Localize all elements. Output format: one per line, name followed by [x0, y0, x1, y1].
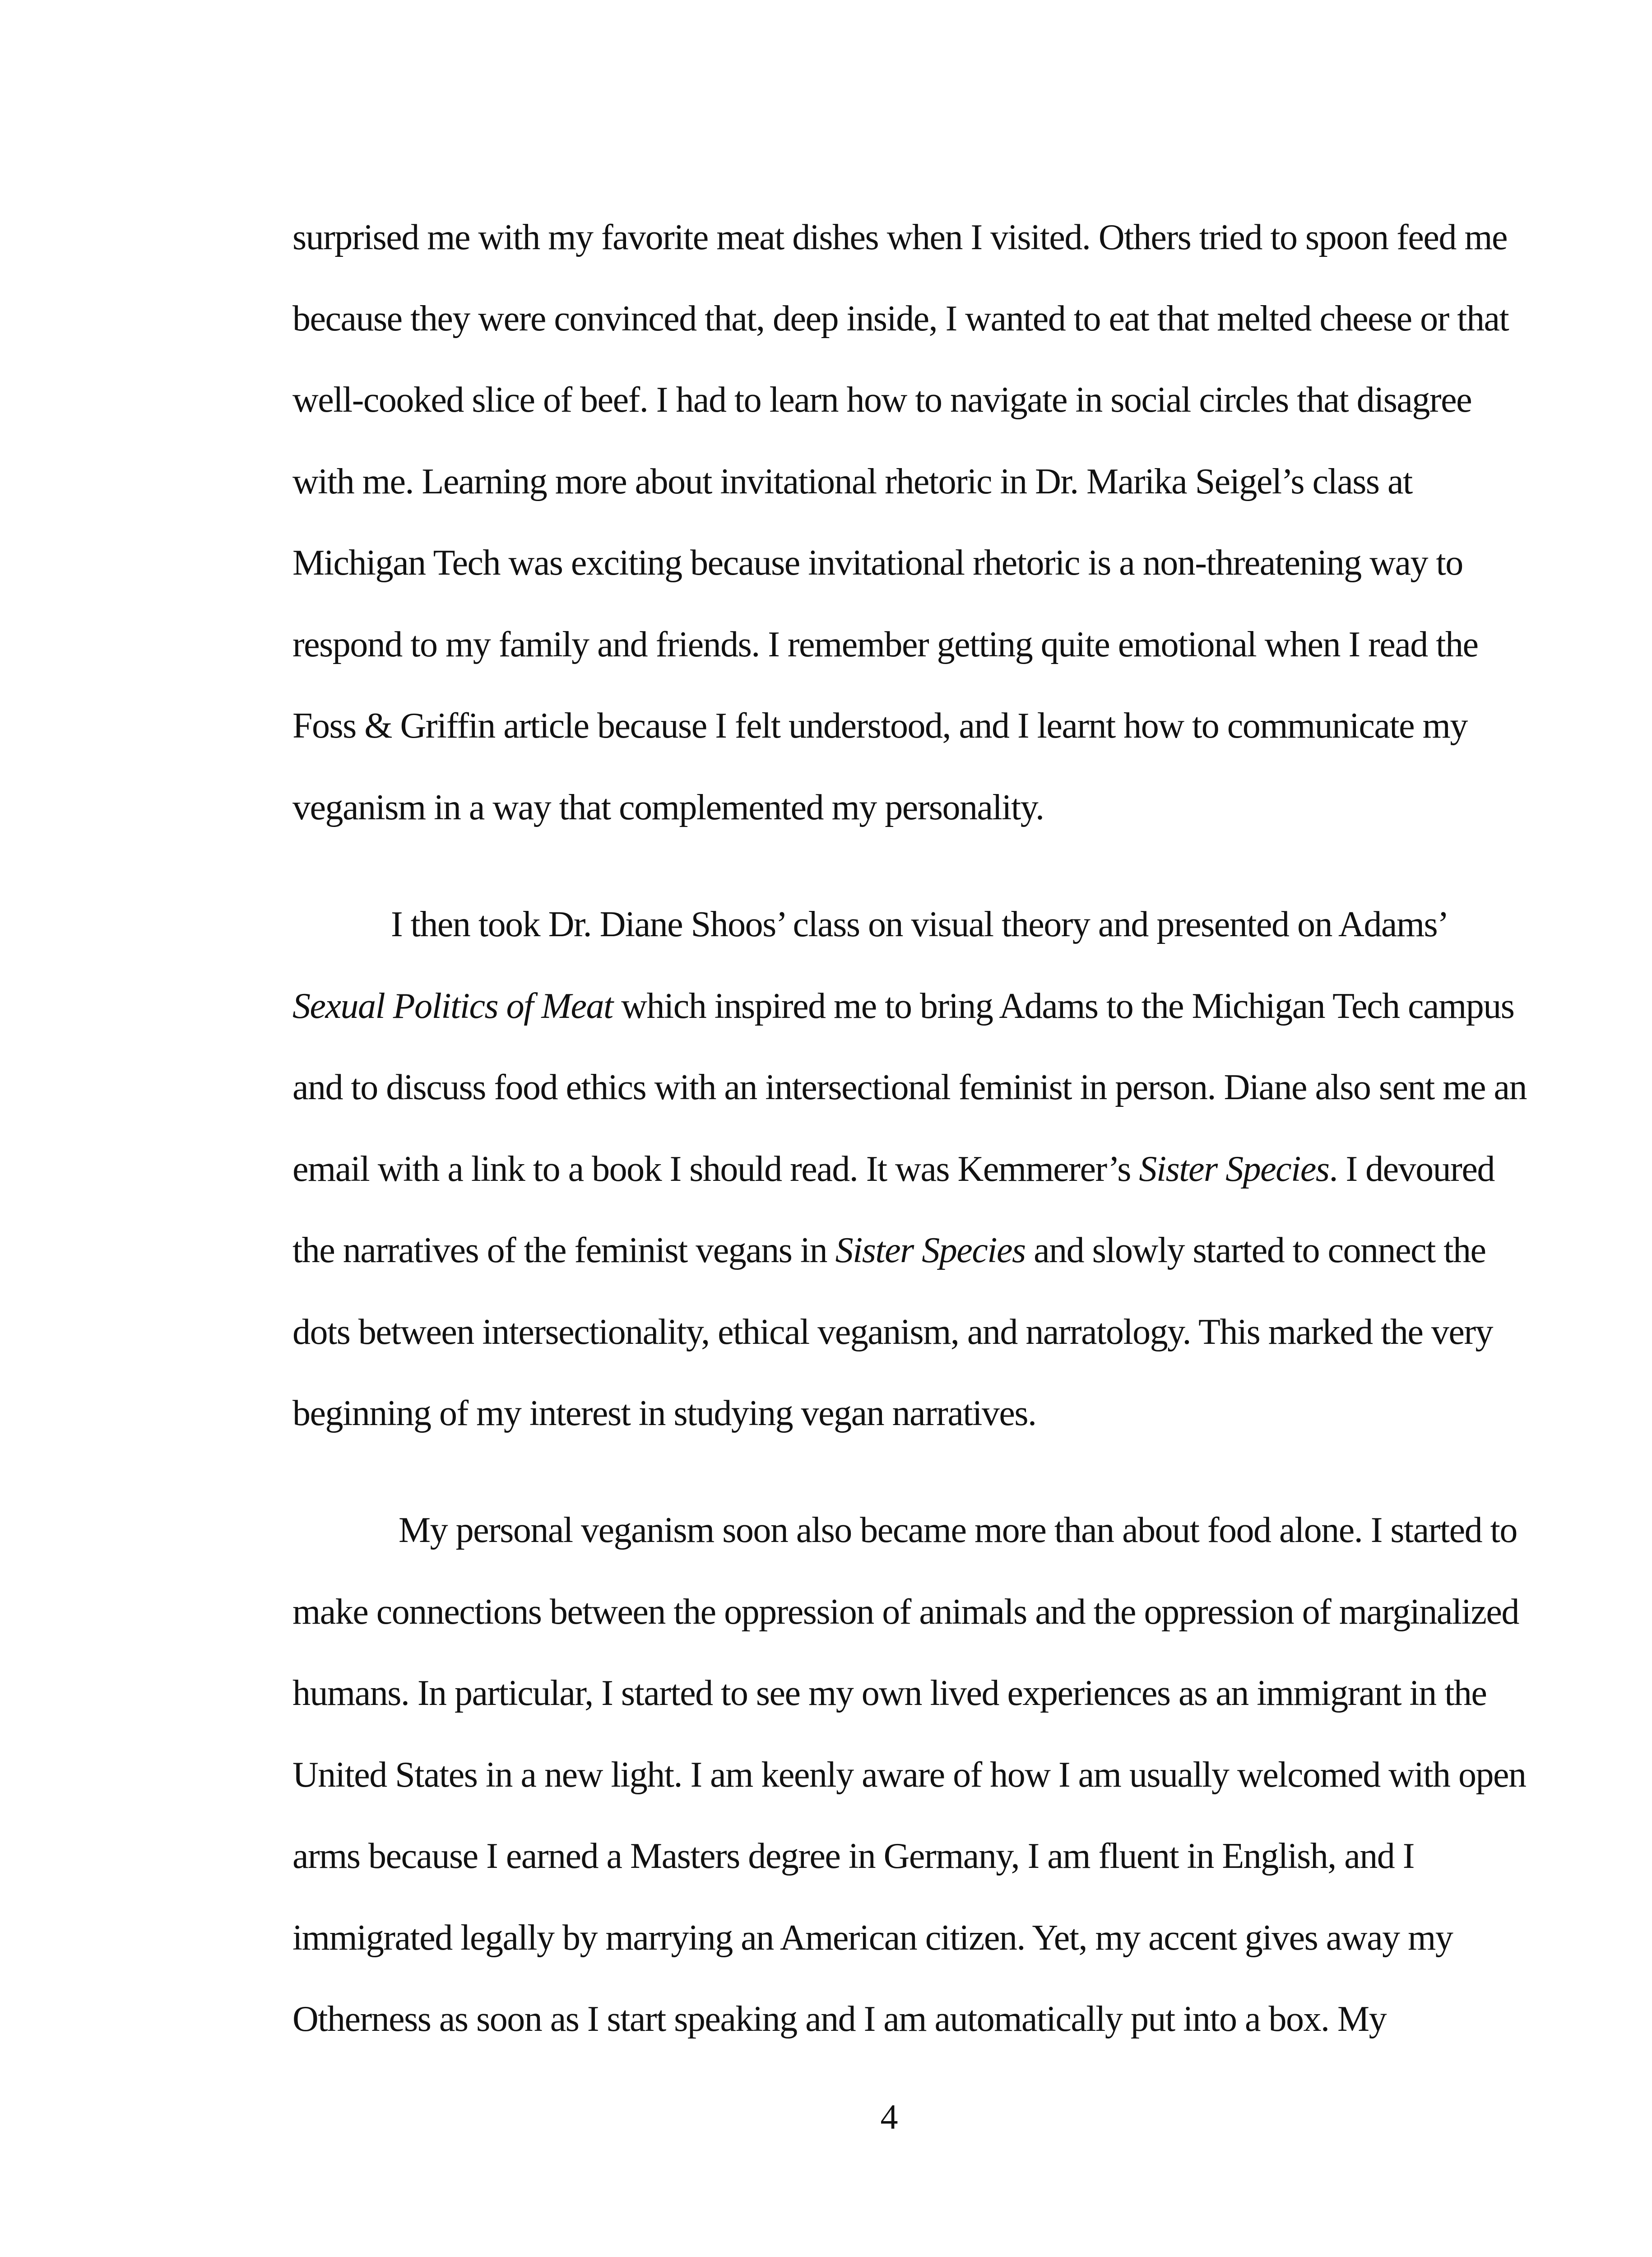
text-span: which inspired me to bring Adams to the Michigan Tech campus [613, 986, 1514, 1026]
text-span: the narratives of the feminist vegans in [292, 1231, 835, 1270]
book-title: Sexual Politics of Meat [292, 986, 613, 1026]
text-line [292, 1151, 1494, 1187]
book-title: Sister Species [1139, 1149, 1329, 1189]
text-line: dots between intersectionality, ethical veganism, and narratology. This marked the very [292, 1312, 1493, 1352]
text-line: I then took Dr. Diane Shoos’ class on visual theory and presented on Adams’ [391, 905, 1449, 944]
text-line: with me. Learning more about invitational rhetoric in Dr. Marika Seigel’s class at [292, 462, 1412, 502]
text-line: and to discuss food ethics with an intersectional feminist in person. Diane also sent me an [292, 1068, 1527, 1107]
text-line: Michigan Tech was exciting because invitational rhetoric is a non-threatening way to [292, 543, 1463, 583]
text-line: immigrated legally by marrying an American citizen. Yet, my accent gives away my [292, 1918, 1453, 1958]
text-line: humans. In particular, I started to see my own lived experiences as an immigrant in the [292, 1673, 1487, 1713]
text-line: surprised me with my favorite meat dishes when I visited. Others tried to spoon feed me [292, 218, 1508, 257]
text-line [292, 1232, 1486, 1268]
text-line: My personal veganism soon also became more than about food alone. I started to [399, 1510, 1517, 1550]
text-line [292, 988, 1514, 1024]
text-line: arms because I earned a Masters degree in Germany, I am fluent in English, and I [292, 1836, 1414, 1876]
page-number: 4 [880, 2097, 898, 2136]
text-span: . I devoured [1329, 1149, 1494, 1189]
text-span: email with a link to a book I should read. It was Kemmerer’s [292, 1149, 1139, 1189]
text-line: well-cooked slice of beef. I had to learn how to navigate in social circles that disagree [292, 380, 1472, 420]
text-line: United States in a new light. I am keenly aware of how I am usually welcomed with open [292, 1755, 1526, 1795]
text-line: veganism in a way that complemented my personality. [292, 788, 1044, 827]
text-line: Otherness as soon as I start speaking and I am automatically put into a box. My [292, 1999, 1387, 2039]
text-span: and slowly started to connect the [1025, 1231, 1486, 1270]
text-line: Foss & Griffin article because I felt understood, and I learnt how to communicate my [292, 706, 1467, 746]
text-line: because they were convinced that, deep inside, I wanted to eat that melted cheese or that [292, 299, 1509, 339]
text-line: make connections between the oppression of animals and the oppression of marginalized [292, 1592, 1519, 1632]
text-line: respond to my family and friends. I remember getting quite emotional when I read the [292, 625, 1478, 664]
text-line: beginning of my interest in studying vegan narratives. [292, 1393, 1036, 1433]
book-title: Sister Species [835, 1231, 1026, 1270]
